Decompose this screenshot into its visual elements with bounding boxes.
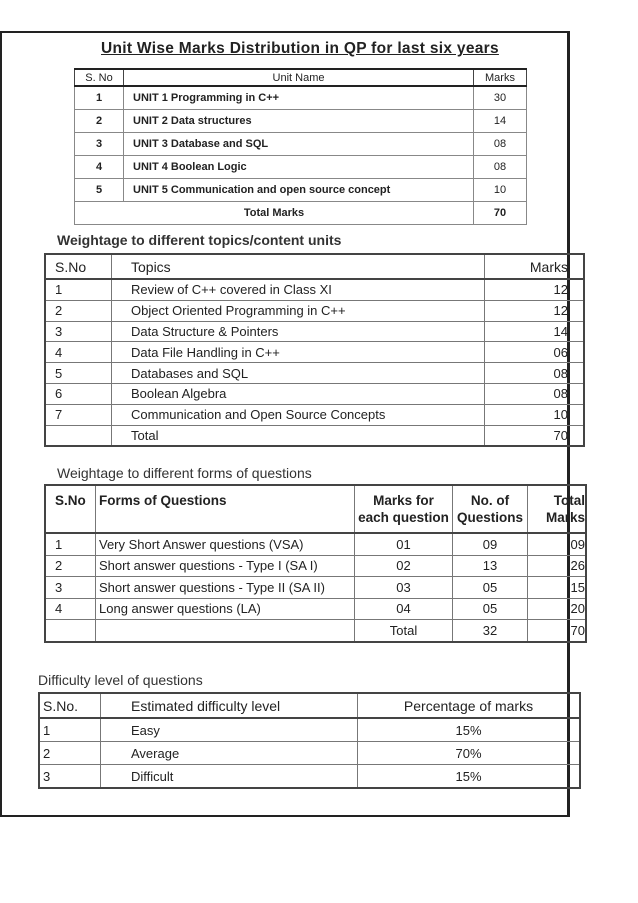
- topics-heading: Weightage to different topics/content units: [57, 232, 342, 248]
- header-unit-name: Unit Name: [124, 69, 474, 86]
- cell-count: 05: [453, 598, 528, 620]
- cell-marks: 08: [485, 383, 585, 404]
- cell-level: Average: [101, 742, 358, 765]
- cell-marks-each: 03: [355, 577, 453, 599]
- cell-marks: 08: [474, 133, 527, 156]
- table-header-row: [39, 693, 580, 718]
- cell-percentage: 15%: [358, 765, 581, 789]
- header-sno: S.No: [45, 485, 96, 533]
- cell-unit: UNIT 5 Communication and open source concept: [124, 179, 474, 202]
- table-row: [45, 321, 584, 342]
- cell-sno: 5: [45, 363, 112, 384]
- table-row: [75, 179, 527, 202]
- table-row: [75, 156, 527, 179]
- cell-marks: 10: [474, 179, 527, 202]
- cell-unit: UNIT 3 Database and SQL: [124, 133, 474, 156]
- header-forms: Forms of Questions: [96, 485, 355, 533]
- empty-cell: [45, 425, 112, 446]
- table-row: [75, 133, 527, 156]
- cell-sno: 4: [75, 156, 124, 179]
- cell-unit: UNIT 4 Boolean Logic: [124, 156, 474, 179]
- cell-total: 26: [528, 555, 587, 577]
- cell-marks: 10: [485, 404, 585, 425]
- header-line: No. of: [470, 493, 510, 508]
- cell-count: 09: [453, 533, 528, 555]
- cell-sno: 2: [39, 742, 101, 765]
- header-line: Questions: [456, 510, 523, 525]
- empty-cell: [45, 620, 96, 642]
- total-questions: 32: [453, 620, 528, 642]
- cell-topic: Data Structure & Pointers: [112, 321, 485, 342]
- cell-unit: UNIT 1 Programming in C++: [124, 86, 474, 110]
- cell-sno: 3: [75, 133, 124, 156]
- table-row: [45, 555, 586, 577]
- cell-topic: Object Oriented Programming in C++: [112, 300, 485, 321]
- cell-unit: UNIT 2 Data structures: [124, 110, 474, 133]
- cell-sno: 2: [45, 300, 112, 321]
- cell-sno: 5: [75, 179, 124, 202]
- topics-table: [44, 253, 585, 447]
- header-line: Total: [553, 493, 585, 508]
- cell-sno: 4: [45, 342, 112, 363]
- header-sno: S. No: [75, 69, 124, 86]
- total-value: 70: [474, 202, 527, 225]
- cell-sno: 1: [45, 279, 112, 300]
- cell-sno: 3: [39, 765, 101, 789]
- cell-total: 15: [528, 577, 587, 599]
- cell-marks: 06: [485, 342, 585, 363]
- header-line: Marks for: [373, 493, 434, 508]
- table-row: [45, 533, 586, 555]
- table-header-row: [45, 485, 586, 533]
- total-label: Total Marks: [75, 202, 474, 225]
- cell-form: Short answer questions - Type I (SA I): [96, 555, 355, 577]
- table-row: [45, 300, 584, 321]
- table-row: [75, 110, 527, 133]
- cell-marks-each: 04: [355, 598, 453, 620]
- header-difficulty: Estimated difficulty level: [101, 693, 358, 718]
- difficulty-table: [38, 692, 581, 789]
- cell-sno: 7: [45, 404, 112, 425]
- header-marks: Marks: [474, 69, 527, 86]
- cell-sno: 1: [45, 533, 96, 555]
- total-value: 70: [485, 425, 585, 446]
- cell-form: Very Short Answer questions (VSA): [96, 533, 355, 555]
- cell-topic: Communication and Open Source Concepts: [112, 404, 485, 425]
- cell-sno: 2: [75, 110, 124, 133]
- header-sno: S.No: [45, 254, 112, 279]
- header-marks-each: [355, 485, 453, 533]
- difficulty-heading: Difficulty level of questions: [38, 672, 203, 688]
- forms-heading: Weightage to different forms of questions: [57, 465, 312, 481]
- cell-marks: 08: [474, 156, 527, 179]
- table-row: [75, 86, 527, 110]
- cell-marks: 14: [474, 110, 527, 133]
- forms-table: [44, 484, 587, 643]
- cell-topic: Databases and SQL: [112, 363, 485, 384]
- cell-count: 05: [453, 577, 528, 599]
- cell-marks: 30: [474, 86, 527, 110]
- empty-cell: [96, 620, 355, 642]
- table-row: [45, 363, 584, 384]
- total-row: [45, 425, 584, 446]
- cell-percentage: 15%: [358, 718, 581, 742]
- cell-topic: Boolean Algebra: [112, 383, 485, 404]
- cell-sno: 3: [45, 321, 112, 342]
- header-no-questions: [453, 485, 528, 533]
- cell-sno: 6: [45, 383, 112, 404]
- cell-sno: 4: [45, 598, 96, 620]
- cell-sno: 1: [39, 718, 101, 742]
- total-row: [45, 620, 586, 642]
- table-row: [45, 577, 586, 599]
- cell-total: 09: [528, 533, 587, 555]
- table-row: [39, 742, 580, 765]
- page-title: Unit Wise Marks Distribution in QP for last six years: [101, 40, 499, 57]
- total-label: Total: [355, 620, 453, 642]
- cell-count: 13: [453, 555, 528, 577]
- cell-percentage: 70%: [358, 742, 581, 765]
- header-sno: S.No.: [39, 693, 101, 718]
- header-marks: Marks: [485, 254, 585, 279]
- table-header-row: [45, 254, 584, 279]
- table-row: [45, 383, 584, 404]
- cell-marks: 08: [485, 363, 585, 384]
- header-percentage: Percentage of marks: [358, 693, 581, 718]
- table-header-row: [75, 69, 527, 86]
- cell-marks-each: 02: [355, 555, 453, 577]
- table-row: [39, 765, 580, 789]
- table-row: [45, 404, 584, 425]
- table-row: [45, 342, 584, 363]
- cell-form: Short answer questions - Type II (SA II): [96, 577, 355, 599]
- header-total-marks: [528, 485, 587, 533]
- table-row: [45, 279, 584, 300]
- unit-marks-table: [74, 68, 527, 225]
- header-line: Marks: [545, 510, 585, 525]
- total-label: Total: [112, 425, 485, 446]
- cell-level: Difficult: [101, 765, 358, 789]
- cell-marks-each: 01: [355, 533, 453, 555]
- header-topics: Topics: [112, 254, 485, 279]
- cell-sno: 1: [75, 86, 124, 110]
- cell-form: Long answer questions (LA): [96, 598, 355, 620]
- cell-marks: 14: [485, 321, 585, 342]
- cell-topic: Data File Handling in C++: [112, 342, 485, 363]
- total-marks: 70: [528, 620, 587, 642]
- cell-sno: 2: [45, 555, 96, 577]
- cell-sno: 3: [45, 577, 96, 599]
- cell-total: 20: [528, 598, 587, 620]
- table-row: [45, 598, 586, 620]
- table-row: [39, 718, 580, 742]
- total-row: [75, 202, 527, 225]
- cell-level: Easy: [101, 718, 358, 742]
- cell-topic: Review of C++ covered in Class XI: [112, 279, 485, 300]
- cell-marks: 12: [485, 300, 585, 321]
- header-line: each question: [358, 510, 449, 525]
- cell-marks: 12: [485, 279, 585, 300]
